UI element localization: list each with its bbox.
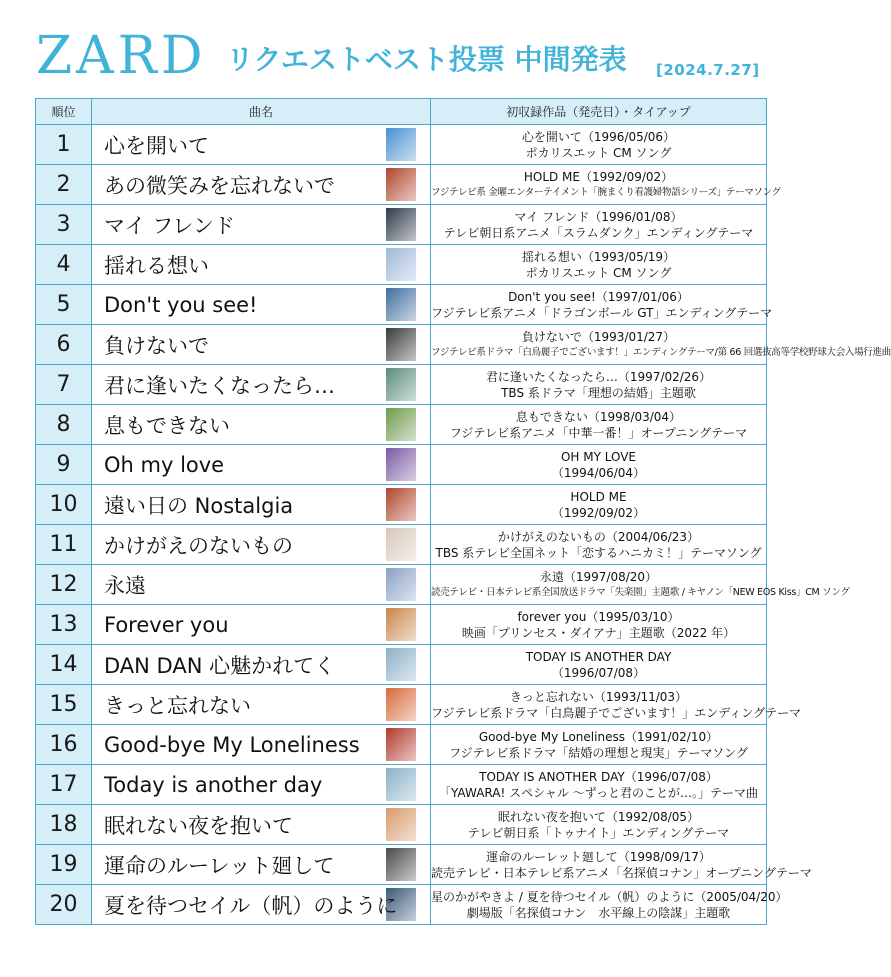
release-title: HOLD ME（1992/09/02） [523, 169, 674, 184]
rank-cell: 16 [36, 725, 92, 765]
song-cell [92, 885, 431, 925]
rank-cell: 3 [36, 205, 92, 245]
song-cell [92, 205, 431, 245]
album-cover-image [386, 408, 416, 441]
tie-up-info: TBS 系ドラマ「理想の結婚」主題歌 [501, 385, 696, 400]
page-title: リクエストベスト投票 中間発表 [226, 43, 627, 76]
release-title: Don't you see!（1997/01/06） [508, 289, 689, 304]
release-title: マイ フレンド（1996/01/08） [514, 209, 683, 224]
release-title: 星のかがやきよ / 夏を待つセイル（帆）のように（2005/04/20） [431, 889, 788, 904]
album-cover-image [386, 328, 416, 361]
song-title: Today is another day [104, 772, 323, 797]
release-info-cell [431, 205, 767, 245]
release-info-cell [431, 805, 767, 845]
song-title: あの微笑みを忘れないで [104, 173, 335, 198]
song-title: 運命のルーレット廻して [104, 853, 335, 878]
page-header [0, 0, 800, 96]
table-row [36, 565, 767, 605]
release-title: TODAY IS ANOTHER DAY [525, 649, 672, 664]
album-cover-image [386, 368, 416, 401]
rank-cell: 11 [36, 525, 92, 565]
tie-up-info: （1996/07/08） [551, 665, 646, 680]
album-cover-image [386, 488, 416, 521]
song-title: Don't you see! [104, 292, 258, 317]
rank-cell: 15 [36, 685, 92, 725]
table-row [36, 485, 767, 525]
release-title: forever you（1995/03/10） [517, 609, 680, 624]
release-title: TODAY IS ANOTHER DAY（1996/07/08） [479, 769, 718, 784]
release-info-cell [431, 405, 767, 445]
table-row [36, 165, 767, 205]
release-info-cell [431, 365, 767, 405]
song-cell [92, 485, 431, 525]
song-cell [92, 805, 431, 845]
song-title: 遠い日の Nostalgia [104, 493, 294, 518]
release-title: きっと忘れない（1993/11/03） [509, 689, 688, 704]
release-title: 負けないで（1993/01/27） [521, 329, 676, 344]
tie-up-info: 読売テレビ・日本テレビ系全国放送ドラマ「失楽園」主題歌 / キヤノン「NEW EOS Kiss」CM ソング [431, 586, 850, 598]
release-info-cell [431, 645, 767, 685]
rank-cell: 8 [36, 405, 92, 445]
rank-cell: 4 [36, 245, 92, 285]
song-title: 君に逢いたくなったら… [104, 373, 335, 398]
song-cell [92, 525, 431, 565]
rank-cell: 18 [36, 805, 92, 845]
album-cover-image [386, 768, 416, 801]
rank-cell: 5 [36, 285, 92, 325]
song-title: 永遠 [104, 573, 146, 598]
table-row [36, 685, 767, 725]
rank-cell: 13 [36, 605, 92, 645]
rank-cell: 2 [36, 165, 92, 205]
album-cover-image [386, 168, 416, 201]
ranking-rows [36, 125, 891, 925]
release-info-cell [431, 445, 767, 485]
song-cell [92, 645, 431, 685]
album-cover-image [386, 728, 416, 761]
rank-cell: 12 [36, 565, 92, 605]
ranking-table [35, 98, 891, 925]
zard-logo: ZARD [36, 26, 207, 86]
release-info-cell [431, 125, 767, 165]
table-row [36, 765, 767, 805]
tie-up-info: 読売テレビ・日本テレビ系アニメ「名探偵コナン」オープニングテーマ [431, 865, 812, 880]
column-header-song: 曲名 [92, 99, 431, 125]
tie-up-info: フジテレビ系ドラマ「白鳥麗子でございます！」エンディングテーマ/第 66 回選抜高等学校野球大会入場行進曲 [431, 346, 891, 358]
album-cover-image [386, 448, 416, 481]
table-row [36, 365, 767, 405]
album-cover-image [386, 128, 416, 161]
release-title: OH MY LOVE [560, 449, 637, 464]
rank-cell: 17 [36, 765, 92, 805]
table-row [36, 645, 767, 685]
tie-up-info: ポカリスエット CM ソング [525, 265, 672, 280]
song-cell [92, 245, 431, 285]
table-row [36, 525, 767, 565]
rank-cell: 7 [36, 365, 92, 405]
release-info-cell [431, 845, 812, 885]
release-info-cell [431, 325, 891, 365]
release-info-cell [431, 765, 767, 805]
song-cell [92, 325, 431, 365]
release-info-cell [431, 605, 767, 645]
release-title: 心を開いて（1996/05/06） [521, 129, 676, 144]
song-title: 眠れない夜を抱いて [104, 813, 293, 838]
release-info-cell [431, 285, 773, 325]
rank-cell: 19 [36, 845, 92, 885]
song-title: 息もできない [104, 413, 230, 438]
song-title: きっと忘れない [104, 693, 251, 718]
release-info-cell [431, 485, 767, 525]
release-info-cell [431, 565, 850, 605]
rank-cell: 20 [36, 885, 92, 925]
release-info-cell [431, 245, 767, 285]
album-cover-image [386, 208, 416, 241]
release-title: 息もできない（1998/03/04） [515, 409, 682, 424]
song-cell [92, 725, 431, 765]
release-title: 君に逢いたくなったら…（1997/02/26） [485, 369, 712, 384]
rank-cell: 9 [36, 445, 92, 485]
release-info-cell [431, 525, 767, 565]
rank-cell: 14 [36, 645, 92, 685]
rank-cell: 1 [36, 125, 92, 165]
tie-up-info: フジテレビ系アニメ「ドラゴンボール GT」エンディングテーマ [431, 305, 773, 320]
table-row [36, 445, 767, 485]
album-cover-image [386, 848, 416, 881]
tie-up-info: 映画「プリンセス・ダイアナ」主題歌（2022 年） [461, 625, 736, 640]
album-cover-image [386, 808, 416, 841]
tie-up-info: ポカリスエット CM ソング [525, 145, 672, 160]
song-cell [92, 445, 431, 485]
song-cell [92, 125, 431, 165]
tie-up-info: フジテレビ系アニメ「中華一番！」オープニングテーマ [449, 425, 748, 440]
release-title: 揺れる想い（1993/05/19） [521, 249, 676, 264]
table-row [36, 125, 767, 165]
tie-up-info: テレビ朝日系アニメ「スラムダンク」エンディングテーマ [443, 225, 754, 240]
song-title: マイ フレンド [104, 213, 235, 238]
table-row [36, 245, 767, 285]
tie-up-info: （1992/09/02） [551, 505, 646, 520]
tie-up-info: 劇場版「名探偵コナン 水平線上の陰謀」主題歌 [466, 905, 731, 920]
table-row [36, 285, 767, 325]
tie-up-info: 「YAWARA! スペシャル ～ずっと君のことが…。」テーマ曲 [439, 785, 758, 800]
column-header-info: 初収録作品（発売日）・タイアップ [431, 99, 767, 125]
song-cell [92, 685, 431, 725]
tie-up-info: テレビ朝日系「トゥナイト」エンディングテーマ [467, 825, 730, 840]
release-info-cell [431, 885, 788, 925]
song-title: 負けないで [104, 333, 209, 358]
release-info-cell [431, 725, 767, 765]
song-cell [92, 165, 431, 205]
album-cover-image [386, 528, 416, 561]
announcement-date: [2024.7.27] [656, 61, 760, 79]
song-title: Good-bye My Loneliness [104, 732, 360, 757]
release-title: かけがえのないもの（2004/06/23） [497, 529, 700, 544]
song-cell [92, 605, 431, 645]
table-row [36, 725, 767, 765]
table-row [36, 205, 767, 245]
song-title: 心を開いて [104, 133, 209, 158]
song-title: Oh my love [104, 452, 225, 477]
release-title: 眠れない夜を抱いて（1992/08/05） [497, 809, 700, 824]
tie-up-info: フジテレビ系ドラマ「白鳥麗子でございます！」エンディングテーマ [431, 705, 802, 720]
table-row [36, 885, 767, 925]
tie-up-info: フジテレビ系ドラマ「結婚の理想と現実」テーマソング [449, 745, 748, 760]
song-title: かけがえのないもの [104, 533, 293, 558]
rank-cell: 10 [36, 485, 92, 525]
release-title: 運命のルーレット廻して（1998/09/17） [486, 849, 711, 864]
release-title: Good-bye My Loneliness（1991/02/10） [478, 729, 719, 744]
tie-up-info: TBS 系テレビ全国ネット「恋するハニカミ！」テーマソング [435, 545, 762, 560]
song-cell [92, 405, 431, 445]
table-row [36, 805, 767, 845]
song-title: 揺れる想い [104, 253, 209, 278]
rank-cell: 6 [36, 325, 92, 365]
album-cover-image [386, 688, 416, 721]
song-cell [92, 765, 431, 805]
song-cell [92, 845, 431, 885]
table-row [36, 325, 767, 365]
album-cover-image [386, 248, 416, 281]
song-title: Forever you [104, 612, 229, 637]
album-cover-image [386, 648, 416, 681]
song-cell [92, 365, 431, 405]
table-row [36, 605, 767, 645]
album-cover-image [386, 288, 416, 321]
table-row [36, 405, 767, 445]
release-info-cell [431, 165, 781, 205]
release-title: HOLD ME [570, 489, 627, 504]
release-title: 永遠（1997/08/20） [539, 569, 658, 584]
album-cover-image [386, 568, 416, 601]
song-cell [92, 565, 431, 605]
release-info-cell [431, 685, 802, 725]
tie-up-info: フジテレビ系 金曜エンターテイメント「腕まくり看護婦物語シリーズ」テーマソング [431, 186, 781, 198]
table-row [36, 845, 767, 885]
tie-up-info: （1994/06/04） [551, 465, 646, 480]
song-title: DAN DAN 心魅かれてく [104, 653, 336, 678]
table-header-row [36, 99, 767, 125]
album-cover-image [386, 608, 416, 641]
song-cell [92, 285, 431, 325]
song-title: 夏を待つセイル（帆）のように [104, 893, 398, 918]
column-header-rank: 順位 [36, 99, 92, 125]
